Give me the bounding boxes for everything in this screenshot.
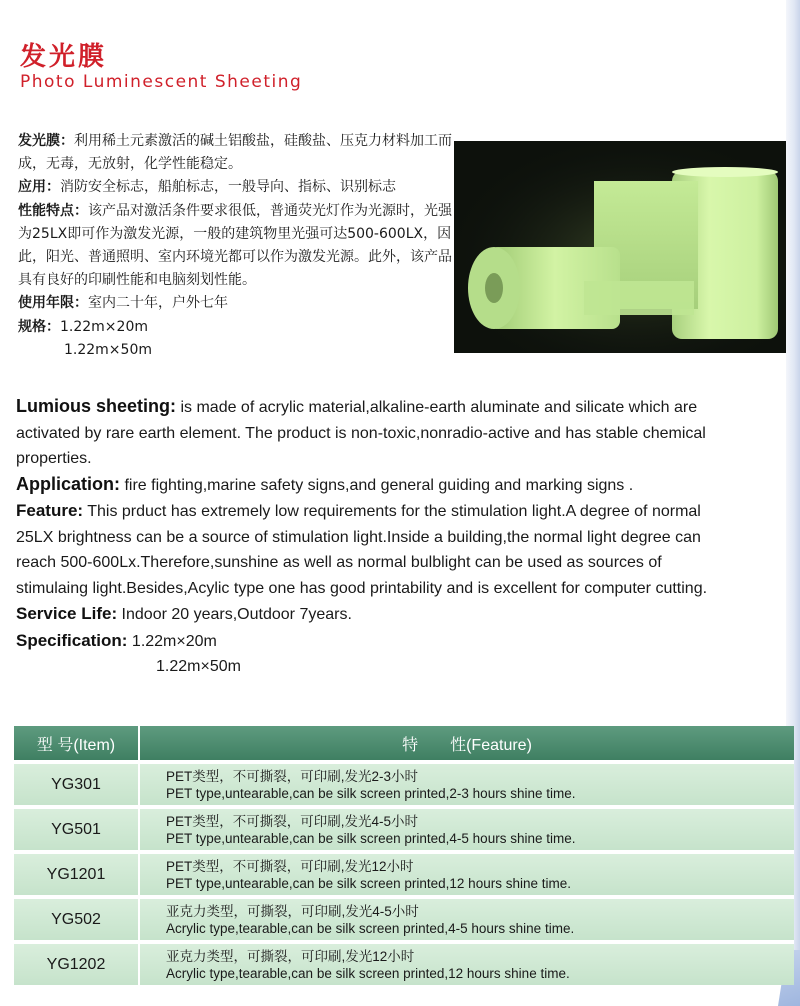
cn-feature-text: 该产品对激活条件要求很低，普通荧光灯作为光源时，光强为25LX即可作为激发光源，一般的建筑物里光强可达500-600LX，因此，阳光、普通照明、室内环境光都可以作为激发光源。此外，该产品具有良好的印刷性能和电脑刻划性能。 [18, 202, 452, 289]
en-intro-label: Lumious sheeting: [16, 396, 177, 416]
row-desc-cn: PET类型，不可撕裂，可印刷,发光4-5小时 [166, 813, 419, 829]
row-model: YG501 [14, 807, 139, 852]
table-row [14, 762, 794, 807]
cn-spec-paragraph [18, 316, 454, 339]
row-desc-cn: 亚克力类型，可撕裂，可印刷,发光4-5小时 [166, 903, 419, 919]
cn-life-label: 使用年限： [18, 295, 88, 312]
table-row [14, 942, 794, 985]
row-description [139, 762, 794, 807]
chinese-description [18, 130, 454, 362]
table-row [14, 897, 794, 942]
en-intro-text: is made of acrylic material,alkaline-earth aluminate and silicate which are activated by rare earth element. The product is non-toxic,nonradio-active and has stable chemical properties. [16, 399, 706, 467]
row-desc-en: PET type,untearable,can be silk screen printed,2-3 hours shine time. [166, 785, 576, 801]
cn-application-label: 应用： [18, 179, 60, 196]
en-life-paragraph [16, 601, 736, 628]
en-spec-value-1: 1.22m×20m [127, 632, 217, 650]
en-spec-label: Specification: [16, 630, 128, 650]
en-spec-paragraph [16, 628, 736, 655]
cn-life-text: 室内二十年，户外七年 [88, 295, 228, 312]
cn-intro-label: 发光膜： [18, 133, 74, 149]
table-row [14, 807, 794, 852]
cn-feature-paragraph [18, 200, 454, 293]
en-feature-label: Feature: [16, 501, 84, 520]
row-desc-en: PET type,untearable,can be silk screen printed,12 hours shine time. [166, 875, 571, 891]
cn-feature-label: 性能特点： [18, 202, 88, 219]
title-english: Photo Luminescent Sheeting [20, 72, 303, 92]
cn-application-paragraph [18, 176, 454, 199]
en-application-text: fire fighting,marine safety signs,and general guiding and marking signs . [120, 476, 634, 494]
en-spec-value-2: 1.22m×50m [156, 658, 241, 675]
row-model: YG301 [14, 762, 139, 807]
row-desc-en: PET type,untearable,can be silk screen printed,4-5 hours shine time. [166, 830, 576, 846]
cn-intro-paragraph [18, 130, 454, 176]
cn-spec-value-2: 1.22m×50m [64, 341, 152, 358]
row-desc-cn: PET类型，不可撕裂，可印刷,发光12小时 [166, 858, 414, 874]
row-model: YG1201 [14, 852, 139, 897]
en-application-paragraph [16, 472, 736, 499]
row-description [139, 807, 794, 852]
en-feature-paragraph [16, 498, 736, 601]
row-desc-en: Acrylic type,tearable,can be silk screen printed,4-5 hours shine time. [166, 920, 575, 936]
table-row [14, 852, 794, 897]
title-chinese: 发光膜 [20, 42, 108, 72]
product-table [14, 726, 794, 985]
row-description [139, 852, 794, 897]
english-description [16, 394, 736, 680]
row-desc-cn: 亚克力类型，可撕裂，可印刷,发光12小时 [166, 948, 415, 964]
cn-spec-label: 规格： [18, 318, 60, 335]
row-model: YG1202 [14, 942, 139, 985]
en-life-label: Service Life: [16, 604, 118, 623]
row-desc-en: Acrylic type,tearable,can be silk screen printed,12 hours shine time. [166, 965, 570, 981]
header-item: 型 号(Item) [14, 726, 139, 762]
en-feature-text: This prduct has extremely low requirements for the stimulation light.A degree of normal 25LX brightness can be a source of stimulation light.Inside a building,the normal light degree can reach 500-600Lx.Therefore,sunshine as well as normal bulblight can be used as sources of stimulaing light.Besides,Acylic type one has good printability and is excellent for computer cutting. [16, 503, 708, 597]
header-feature: 特 性(Feature) [139, 726, 794, 762]
glowing-rolls-illustration [454, 141, 786, 353]
cn-application-text: 消防安全标志，船舶标志，一般导向、指标、识别标志 [60, 179, 396, 196]
cn-intro-text: 利用稀土元素激活的碱土铝酸盐，硅酸盐、压克力材料加工而成，无毒，无放射，化学性能稳定。 [18, 133, 452, 173]
product-photo [454, 141, 786, 353]
cn-spec-value-1: 1.22m×20m [60, 318, 148, 335]
row-desc-cn: PET类型，不可撕裂，可印刷,发光2-3小时 [166, 768, 419, 784]
en-application-label: Application: [16, 473, 120, 494]
row-description [139, 897, 794, 942]
en-intro-paragraph [16, 394, 736, 472]
row-description [139, 942, 794, 985]
table-header-row [14, 726, 794, 762]
cn-life-paragraph [18, 292, 454, 315]
en-life-text: Indoor 20 years,Outdoor 7years. [117, 606, 352, 623]
row-model: YG502 [14, 897, 139, 942]
